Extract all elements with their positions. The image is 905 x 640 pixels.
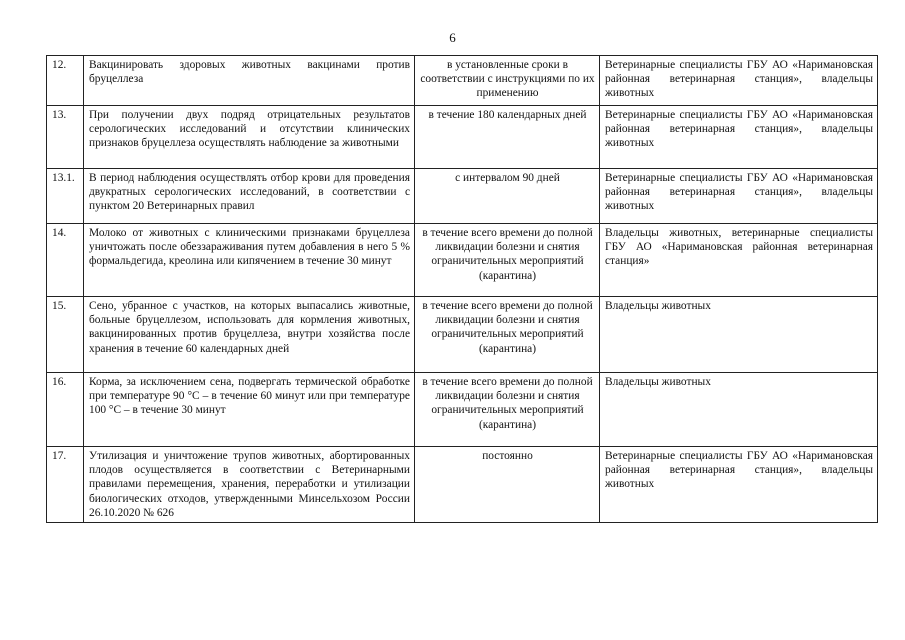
row-responsible: Владельцы животных xyxy=(600,297,878,373)
row-action: При получении двух подряд отрицательных результатов серологических исследований и отсутствии клинических признаков бруцеллеза осуществлять наблюдение за животными xyxy=(84,106,415,169)
row-action: Сено, убранное с участков, на которых выпасались животные, больные бруцеллезом, использовать для кормления животных, вакцинированных против бруцеллеза, внутри хозяйства после хранения в течение 60 календарных дней xyxy=(84,297,415,373)
row-term: в течение 180 календарных дней xyxy=(415,106,600,169)
row-number: 14. xyxy=(47,224,84,297)
row-number: 15. xyxy=(47,297,84,373)
table-row xyxy=(47,297,878,373)
measures-table xyxy=(46,55,878,523)
row-responsible: Ветеринарные специалисты ГБУ АО «Наримановская районная ветеринарная станция», владельцы животных xyxy=(600,447,878,523)
row-number: 17. xyxy=(47,447,84,523)
row-action: В период наблюдения осуществлять отбор крови для проведения двукратных серологических исследований, в соответствии с пунктом 20 Ветеринарных правил xyxy=(84,169,415,224)
row-action: Молоко от животных с клиническими признаками бруцеллеза уничтожать после обеззараживания путем добавления в него 5 % формальдегида, креолина или кипячением в течение 30 минут xyxy=(84,224,415,297)
table-row xyxy=(47,169,878,224)
row-responsible: Владельцы животных, ветеринарные специалисты ГБУ АО «Наримановская районная ветеринарная станция» xyxy=(600,224,878,297)
row-number: 16. xyxy=(47,373,84,447)
table-row xyxy=(47,56,878,106)
row-term: постоянно xyxy=(415,447,600,523)
row-number: 12. xyxy=(47,56,84,106)
row-number: 13.1. xyxy=(47,169,84,224)
row-responsible: Владельцы животных xyxy=(600,373,878,447)
row-term: в течение всего времени до полной ликвидации болезни и снятия ограничительных мероприятий (карантина) xyxy=(415,373,600,447)
row-action: Корма, за исключением сена, подвергать термической обработке при температуре 90 °С – в течение 60 минут или при температуре 100 °С – в течение 30 минут xyxy=(84,373,415,447)
page-number: 6 xyxy=(449,30,456,45)
row-action: Утилизация и уничтожение трупов животных, абортированных плодов осуществляется в соответствии с Ветеринарными правилами перемещения, хранения, переработки и утилизации биологических отходов, утвержденными Минсельхозом России 26.10.2020 № 626 xyxy=(84,447,415,523)
row-term: в течение всего времени до полной ликвидации болезни и снятия ограничительных мероприятий (карантина) xyxy=(415,297,600,373)
table-row xyxy=(47,373,878,447)
row-responsible: Ветеринарные специалисты ГБУ АО «Наримановская районная ветеринарная станция», владельцы животных xyxy=(600,56,878,106)
row-term: в течение всего времени до полной ликвидации болезни и снятия ограничительных мероприятий (карантина) xyxy=(415,224,600,297)
table-row xyxy=(47,447,878,523)
row-responsible: Ветеринарные специалисты ГБУ АО «Наримановская районная ветеринарная станция», владельцы животных xyxy=(600,169,878,224)
table-row xyxy=(47,106,878,169)
row-number: 13. xyxy=(47,106,84,169)
row-responsible: Ветеринарные специалисты ГБУ АО «Наримановская районная ветеринарная станция», владельцы животных xyxy=(600,106,878,169)
row-term: с интервалом 90 дней xyxy=(415,169,600,224)
row-action: Вакцинировать здоровых животных вакцинами против бруцеллеза xyxy=(84,56,415,106)
row-term: в установленные сроки в соответствии с инструкциями по их применению xyxy=(415,56,600,106)
table-row xyxy=(47,224,878,297)
